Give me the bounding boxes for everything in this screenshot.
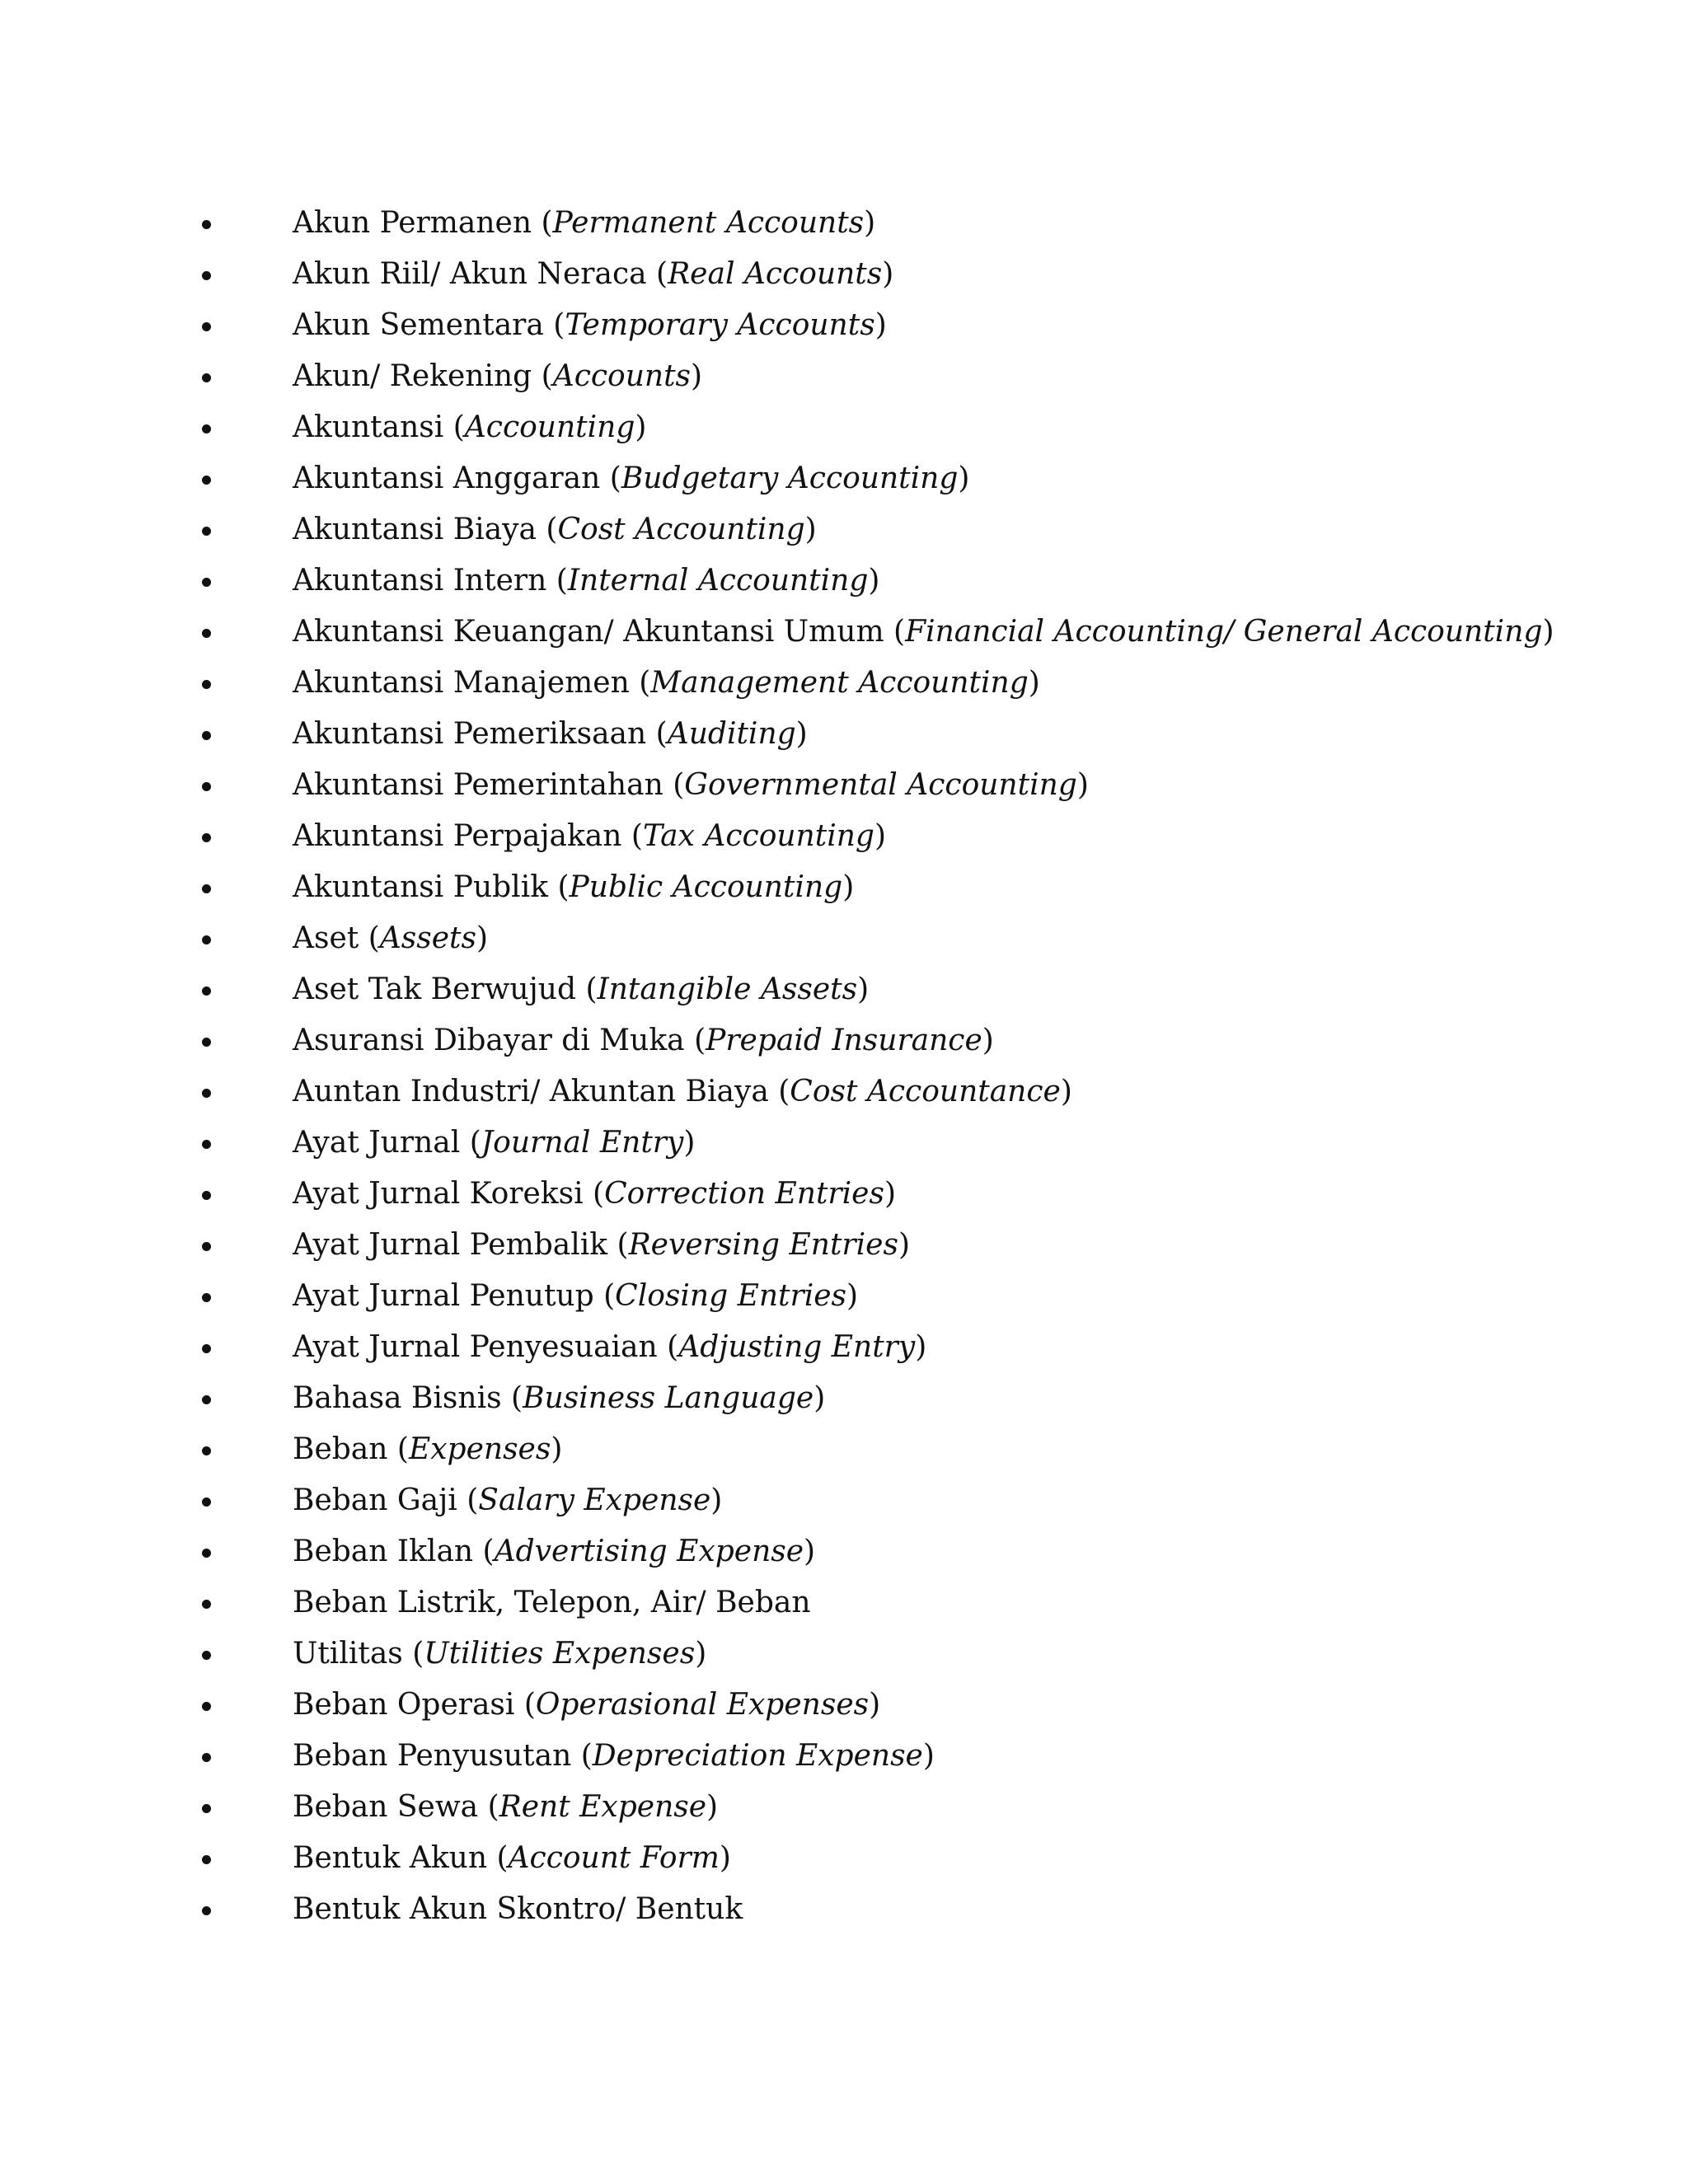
term-indonesian: Beban Operasi — [293, 1688, 515, 1722]
term-english: Adjusting Entry — [678, 1330, 916, 1364]
term-indonesian: Bentuk Akun Skontro/ Bentuk — [293, 1892, 743, 1926]
bullet-icon — [202, 833, 211, 842]
bullet-icon — [202, 1344, 211, 1353]
term-indonesian: Akuntansi Intern — [293, 564, 547, 598]
term-english: Financial Accounting/ General Accounting — [905, 615, 1543, 649]
glossary-item: Akuntansi Keuangan/ Akuntansi Umum (Financial Accounting/ General Accounting) — [190, 607, 1554, 658]
term-english: Correction Entries — [604, 1177, 884, 1211]
term-english: Budgetary Accounting — [621, 462, 959, 495]
term-indonesian: Aset — [293, 921, 359, 955]
glossary-item: Akuntansi Biaya (Cost Accounting) — [190, 504, 1554, 555]
term-indonesian: Akuntansi — [293, 410, 444, 444]
term-indonesian: Ayat Jurnal — [293, 1126, 461, 1160]
glossary-item: Aset (Assets) — [190, 913, 1554, 964]
bullet-icon — [202, 1446, 211, 1455]
term-english: Utilities Expenses — [424, 1637, 696, 1671]
bullet-icon — [202, 1395, 211, 1404]
bullet-icon — [202, 1038, 211, 1047]
term-english: Accounts — [552, 359, 692, 393]
glossary-item: Ayat Jurnal Penutup (Closing Entries) — [190, 1271, 1554, 1322]
bullet-icon — [202, 731, 211, 740]
glossary-item: Auntan Industri/ Akuntan Biaya (Cost Accountance) — [190, 1066, 1554, 1118]
term-english: Business Language — [523, 1381, 814, 1415]
bullet-icon — [202, 1753, 211, 1762]
term-indonesian: Akuntansi Pemeriksaan — [293, 717, 647, 751]
term-english: Management Accounting — [650, 666, 1029, 700]
glossary-item: Akuntansi Anggaran (Budgetary Accounting) — [190, 453, 1554, 504]
term-english: Depreciation Expense — [592, 1739, 923, 1773]
glossary-item: Ayat Jurnal Koreksi (Correction Entries) — [190, 1169, 1554, 1220]
term-indonesian: Auntan Industri/ Akuntan Biaya — [293, 1075, 769, 1108]
term-indonesian: Ayat Jurnal Koreksi — [293, 1177, 584, 1211]
bullet-icon — [202, 1855, 211, 1864]
glossary-item: Akuntansi (Accounting) — [190, 402, 1554, 453]
glossary-item: Asuransi Dibayar di Muka (Prepaid Insurance) — [190, 1015, 1554, 1066]
term-indonesian: Akuntansi Perpajakan — [293, 819, 622, 853]
glossary-item: Beban (Expenses) — [190, 1424, 1554, 1475]
bullet-icon — [202, 935, 211, 944]
glossary-item: Akun/ Rekening (Accounts) — [190, 351, 1554, 402]
term-indonesian: Bahasa Bisnis — [293, 1381, 502, 1415]
bullet-icon — [202, 578, 211, 587]
glossary-item: Akun Sementara (Temporary Accounts) — [190, 300, 1554, 351]
term-indonesian: Akun/ Rekening — [293, 359, 532, 393]
glossary-item: Akuntansi Publik (Public Accounting) — [190, 862, 1554, 913]
bullet-icon — [202, 1804, 211, 1813]
term-indonesian: Akuntansi Anggaran — [293, 462, 601, 495]
term-english: Tax Accounting — [642, 819, 874, 853]
bullet-icon — [202, 1651, 211, 1660]
term-english: Advertising Expense — [494, 1535, 804, 1568]
term-indonesian: Beban — [293, 1432, 388, 1466]
term-indonesian: Beban Iklan — [293, 1535, 474, 1568]
term-indonesian: Ayat Jurnal Penutup — [293, 1279, 594, 1313]
term-english: Governmental Accounting — [684, 768, 1077, 802]
glossary-item: Akuntansi Pemeriksaan (Auditing) — [190, 709, 1554, 760]
term-indonesian: Akun Riil/ Akun Neraca — [293, 257, 647, 291]
bullet-icon — [202, 1600, 211, 1609]
term-indonesian: Beban Penyusutan — [293, 1739, 572, 1773]
glossary-item: Akuntansi Perpajakan (Tax Accounting) — [190, 811, 1554, 862]
term-indonesian: Beban Listrik, Telepon, Air/ Beban — [293, 1586, 811, 1619]
term-english: Real Accounts — [668, 257, 883, 291]
term-indonesian: Akun Permanen — [293, 206, 532, 240]
term-indonesian: Akuntansi Publik — [293, 870, 549, 904]
term-english: Salary Expense — [478, 1483, 711, 1517]
bullet-icon — [202, 1242, 211, 1251]
term-english: Assets — [379, 921, 476, 955]
term-english: Intangible Assets — [597, 972, 858, 1006]
bullet-icon — [202, 1497, 211, 1507]
term-english: Temporary Accounts — [565, 308, 875, 342]
bullet-icon — [202, 1702, 211, 1711]
bullet-icon — [202, 1906, 211, 1915]
term-english: Public Accounting — [569, 870, 843, 904]
term-english: Journal Entry — [481, 1126, 684, 1160]
term-english: Prepaid Insurance — [706, 1024, 982, 1057]
term-english: Operasional Expenses — [535, 1688, 870, 1722]
term-english: Auditing — [667, 717, 796, 751]
glossary-item — [190, 1884, 1554, 1935]
term-english: Permanent Accounts — [552, 206, 865, 240]
glossary-item: Akun Riil/ Akun Neraca (Real Accounts) — [190, 249, 1554, 300]
glossary-item: Ayat Jurnal (Journal Entry) — [190, 1118, 1554, 1169]
term-english: Accounting — [464, 410, 635, 444]
term-indonesian: Utilitas — [293, 1637, 403, 1671]
glossary-item: Beban Operasi (Operasional Expenses) — [190, 1680, 1554, 1731]
bullet-icon — [202, 527, 211, 536]
term-indonesian: Bentuk Akun — [293, 1841, 488, 1875]
term-indonesian: Akuntansi Biaya — [293, 513, 537, 546]
term-indonesian: Ayat Jurnal Pembalik — [293, 1228, 608, 1262]
glossary-item: Utilitas (Utilities Expenses) — [190, 1629, 1554, 1680]
bullet-icon — [202, 782, 211, 791]
bullet-icon — [202, 373, 211, 382]
term-english: Closing Entries — [615, 1279, 846, 1313]
bullet-icon — [202, 1140, 211, 1149]
glossary-term-list — [190, 198, 1554, 1935]
term-english: Account Form — [508, 1841, 720, 1875]
bullet-icon — [202, 1089, 211, 1098]
term-english: Cost Accountance — [790, 1075, 1061, 1108]
bullet-icon — [202, 987, 211, 996]
term-indonesian: Akuntansi Manajemen — [293, 666, 630, 700]
glossary-item: Beban Penyusutan (Depreciation Expense) — [190, 1731, 1554, 1782]
term-indonesian: Akuntansi Pemerintahan — [293, 768, 663, 802]
term-indonesian: Beban Gaji — [293, 1483, 457, 1517]
glossary-item — [190, 1577, 1554, 1629]
glossary-item: Ayat Jurnal Penyesuaian (Adjusting Entry) — [190, 1322, 1554, 1373]
term-indonesian: Aset Tak Berwujud — [293, 972, 576, 1006]
term-english: Rent Expense — [499, 1790, 707, 1824]
term-english: Internal Accounting — [567, 564, 869, 598]
term-indonesian: Akuntansi Keuangan/ Akuntansi Umum — [293, 615, 884, 649]
bullet-icon — [202, 220, 211, 229]
term-english: Expenses — [408, 1432, 551, 1466]
bullet-icon — [202, 1293, 211, 1302]
bullet-icon — [202, 629, 211, 638]
glossary-item: Aset Tak Berwujud (Intangible Assets) — [190, 964, 1554, 1015]
glossary-item: Akuntansi Manajemen (Management Accounting) — [190, 658, 1554, 709]
bullet-icon — [202, 1191, 211, 1200]
term-indonesian: Akun Sementara — [293, 308, 544, 342]
glossary-item: Beban Iklan (Advertising Expense) — [190, 1526, 1554, 1577]
bullet-icon — [202, 884, 211, 893]
glossary-item: Akun Permanen (Permanent Accounts) — [190, 198, 1554, 249]
term-indonesian: Ayat Jurnal Penyesuaian — [293, 1330, 658, 1364]
bullet-icon — [202, 322, 211, 331]
term-english: Cost Accounting — [557, 513, 805, 546]
glossary-item: Beban Gaji (Salary Expense) — [190, 1475, 1554, 1526]
term-english: Reversing Entries — [628, 1228, 898, 1262]
glossary-item: Akuntansi Pemerintahan (Governmental Accounting) — [190, 760, 1554, 811]
bullet-icon — [202, 424, 211, 434]
bullet-icon — [202, 271, 211, 280]
bullet-icon — [202, 680, 211, 689]
glossary-item: Akuntansi Intern (Internal Accounting) — [190, 555, 1554, 607]
glossary-item: Bahasa Bisnis (Business Language) — [190, 1373, 1554, 1424]
glossary-item: Bentuk Akun (Account Form) — [190, 1833, 1554, 1884]
glossary-item: Beban Sewa (Rent Expense) — [190, 1782, 1554, 1833]
term-indonesian: Asuransi Dibayar di Muka — [293, 1024, 685, 1057]
bullet-icon — [202, 476, 211, 485]
bullet-icon — [202, 1549, 211, 1558]
glossary-item: Ayat Jurnal Pembalik (Reversing Entries) — [190, 1220, 1554, 1271]
term-indonesian: Beban Sewa — [293, 1790, 479, 1824]
